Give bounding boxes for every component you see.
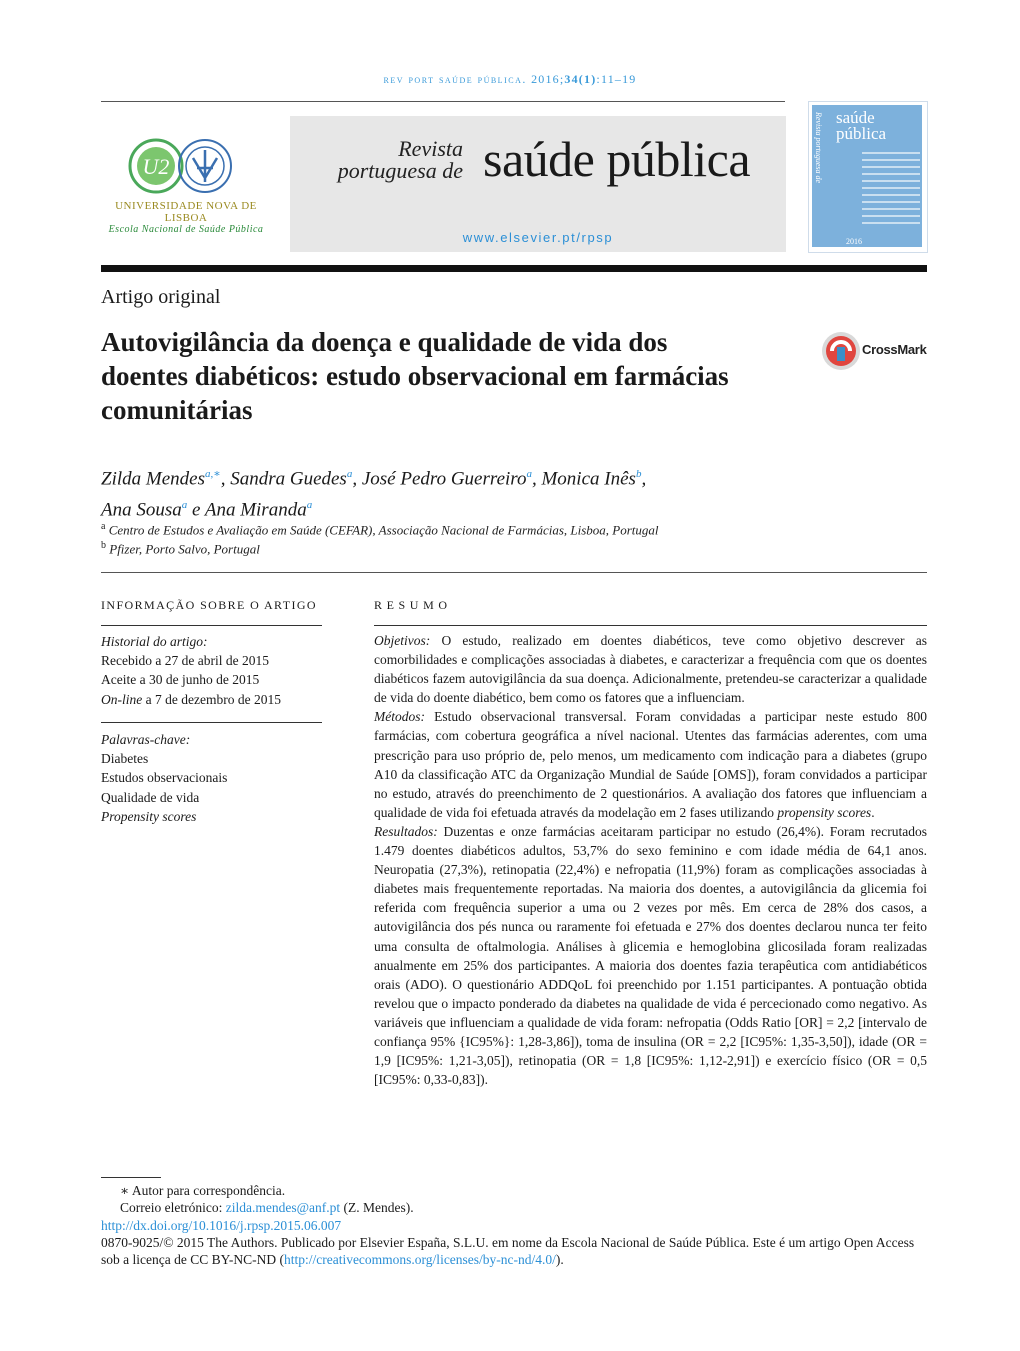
journal-year: 2016;: [531, 72, 565, 86]
author-name: Sandra Guedes: [230, 468, 347, 490]
cover-year: 2016: [846, 237, 862, 246]
online-date-line: On-line a 7 de dezembro de 2015: [101, 691, 281, 707]
author-name: José Pedro Guerreiro: [361, 468, 527, 490]
affiliation: $^a$ Centro de Estudos e Avaliação em Saúde (CEFAR), Associação Nacional de Farmácias, Lisboa, Portugal: [101, 521, 659, 538]
footnote-rule: [101, 1177, 161, 1178]
abstract-resultados: Resultados: Duzentas e onze farmácias aceitaram participar no estudo (26,4%). Foram recrutados 1.479 doentes diabéticos adultos, 53,7% do sexo feminino e com idade média de 64,1 anos. Neuropatia (27,3%), retinopatia (22,4%) e nefropatia (11,9%) foram as complicações associadas à diabetes mais frequentemente reportadas. Na maioria dos doentes, a autovigilância da glicemia foi referida com frequência superior a uma ou 2 vezes por mês. Em cerca de 28% dos casos, a autovigilância dos pés nunca ou raramente foi efetuada e 27% dos doentes declarou nunca ter feito uma consulta de oftalmologia. Análises à glicemia e hemoglobina glicosilada foram realizadas anualmente em 25% dos participantes. A maioria dos doentes fazia terapêutica com antidiabéticos orais (ADO). O questionário ADDQoL foi preenchido por 1.151 participantes. A pontuação obtida revelou que o impacto ponderado da diabetes na qualidade de vida é percecionado como negativo. As variáveis que influenciam a qualidade de vida foram: nefropatia (Odds Ratio [OR] = 2,2 [intervalo de confiança 95% {IC95%}: 1,28-3,86]), toma de insulina (OR = 2,2 [IC95%: 1,35-3,50]), idade (OR = 1,9 [IC95%: 1,21-3,05]), retinopatia (OR = 1,8 [IC95%: 1,12-2,91]) e exercício físico (OR = 0,5 [IC95%: 0,33-0,83]).: [374, 823, 927, 1088]
article-type: Artigo original: [101, 286, 221, 308]
cover-side-text: Revista portuguesa de: [814, 112, 823, 184]
keyword: Qualidade de vida: [101, 789, 200, 805]
email-link[interactable]: zilda.mendes@anf.pt: [225, 1200, 341, 1216]
affiliation: $^b$ Pfizer, Porto Salvo, Portugal: [101, 540, 260, 557]
logo-monogram: U2: [142, 154, 170, 179]
banner-title: saúde pública: [483, 131, 751, 187]
author-affil-mark[interactable]: a: [181, 499, 188, 512]
keyword: Propensity scores: [101, 808, 197, 824]
author-affil-mark[interactable]: a: [346, 468, 353, 480]
journal-pages: :11–19: [596, 72, 637, 86]
banner-revista-line2: portuguesa de: [337, 158, 463, 183]
author-name: Ana Miranda: [204, 499, 307, 521]
top-rule: [101, 101, 785, 102]
abstract-metodos: Métodos: Estudo observacional transversal. Foram convidadas a participar neste estudo 800 farmácias, com cobertura geográfica a nível nacional. Utentes das farmácias aderentes, com uma prescrição para uso próprio de, pelo menos, um medicamento com indicação para a diabetes (grupo A10 da classificação ATC da Organização Mundial de Saúde [OMS]), foram convidados a participar no estudo, através do preenchimento de 2 questionários. A avaliação dos fatores que influenciam a qualidade de vida foi efetuada através da modelação em 2 fases utilizando propensity scores.: [374, 709, 927, 820]
author-affil-mark[interactable]: a: [306, 499, 313, 512]
authors-list: Zilda Mendes$^{a,∗}$, Sandra Guedes$^a$, José Pedro Guerreiro$^a$, Monica Inês$^b$, Ana Sousa$^a$ e Ana Miranda$^a$: [101, 468, 647, 521]
article-info-rule: [101, 722, 322, 723]
article-info-rule: [101, 625, 322, 626]
running-head: [0, 72, 1020, 87]
journal-abbrev: rev port saúde pública.: [383, 72, 527, 86]
journal-volume: 34(1): [564, 72, 597, 86]
crossmark-label[interactable]: CrossMark: [862, 342, 927, 357]
keywords-label: Palavras-chave:: [101, 732, 191, 747]
cover-title-line2: pública: [836, 124, 887, 143]
abstract-heading: RESUMO: [374, 598, 452, 612]
author-affil-mark[interactable]: b: [635, 468, 642, 480]
received-date: Recebido a 27 de abril de 2015: [101, 653, 269, 669]
doi-link[interactable]: http://dx.doi.org/10.1016/j.rpsp.2015.06.007: [101, 1217, 342, 1233]
abstract-rule: [374, 625, 927, 626]
article-info-heading: INFORMAÇÃO SOBRE O ARTIGO: [101, 598, 317, 612]
history-label: Historial do artigo:: [101, 634, 208, 649]
abstract-objetivos: Objetivos: O estudo, realizado em doentes diabéticos, teve como objetivo descrever as comorbilidades e complicações associadas à diabetes, e caracterizar a frequência com que os doentes diabéticos fazem autovigilância da sua doença. Adicionalmente, pretendeu-se caracterizar a qualidade de vida do doente diabético, bem como os fatores que a influenciam.: [374, 633, 927, 706]
banner-revista: [318, 138, 463, 182]
author-name: Ana Sousa: [101, 499, 182, 521]
school-name: Escola Nacional de Saúde Pública: [108, 224, 264, 235]
article-history: [101, 632, 331, 709]
license-link[interactable]: http://creativecommons.org/licenses/by-nc-nd/4.0/: [283, 1252, 556, 1268]
author-affil-mark[interactable]: a,∗: [204, 468, 221, 480]
university-name: UNIVERSIDADE NOVA DE LISBOA: [115, 200, 257, 224]
author-name: Monica Inês: [541, 468, 636, 490]
keyword: Estudos observacionais: [101, 770, 228, 786]
email-note: Correio eletrónico: zilda.mendes@anf.pt (Z. Mendes).: [120, 1200, 414, 1216]
cover-title: [836, 110, 886, 142]
cover-contents-lines: [862, 152, 920, 229]
footnotes: [101, 1182, 927, 1268]
cover-title-line1: saúde: [836, 108, 875, 127]
author-affil-mark[interactable]: a: [526, 468, 532, 480]
journal-url-link[interactable]: www.elsevier.pt/rpsp: [462, 230, 614, 245]
license-note: 0870-9025/© 2015 The Authors. Publicado por Elsevier España, S.L.U. em nome da Escola Nacional de Saúde Pública. Este é um artigo Open Access sob a licença de CC BY-NC-ND (http://creativecommons.org/licenses/by-nc-nd/4.0/).: [101, 1234, 915, 1268]
keyword: Diabetes: [101, 751, 149, 767]
correspondence-note: ∗ Autor para correspondência.: [120, 1183, 286, 1198]
header-thick-rule: [101, 265, 927, 272]
keywords: [101, 730, 331, 826]
article-title: Autovigilância da doença e qualidade de vida dos doentes diabéticos: estudo observacional em farmácias comunitárias: [101, 327, 729, 425]
university-name-block: [96, 200, 276, 236]
abstract-body: [374, 631, 927, 1089]
section-rule: [101, 572, 927, 573]
author-name: Zilda Mendes: [101, 468, 205, 490]
doi-line: [101, 1217, 927, 1234]
banner-revista-line1: Revista: [398, 136, 463, 161]
accepted-date: Aceite a 30 de junho de 2015: [101, 672, 260, 688]
